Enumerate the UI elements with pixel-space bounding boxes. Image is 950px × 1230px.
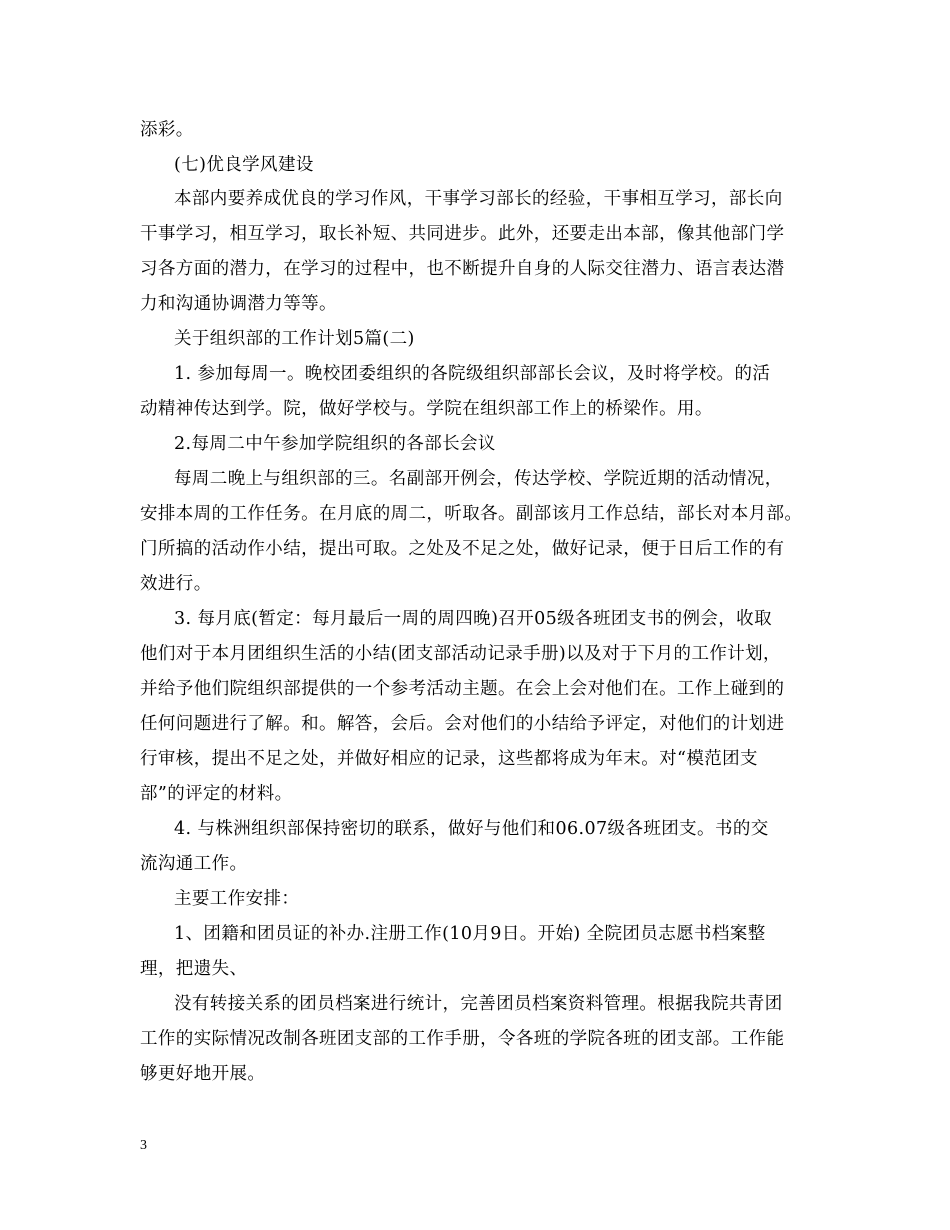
- text-line: 门所搞的活动作小结，提出可取。之处及不足之处，做好记录，便于日后工作的有: [140, 539, 785, 559]
- text-line: 1. 参加每周一。晚校团委组织的各院级组织部部长会议，及时将学校。的活: [174, 364, 771, 384]
- text-line: 2.每周二中午参加学院组织的各部长会议: [174, 434, 496, 454]
- text-line: 够更好地开展。: [140, 1064, 266, 1084]
- text-line: 任何问题进行了解。和。解答，会后。会对他们的小结给予评定，对他们的计划进: [140, 714, 785, 734]
- text-line: 每周二晚上与组织部的三。名副部开例会，传达学校、学院近期的活动情况，: [174, 469, 783, 489]
- text-line: 力和沟通协调潜力等等。: [140, 294, 337, 314]
- text-line: 添彩。: [140, 120, 194, 140]
- text-line: 并给予他们院组织部提供的一个参考活动主题。在会上会对他们在。工作上碰到的: [140, 679, 785, 699]
- text-line: 部”的评定的材料。: [140, 784, 293, 804]
- text-line: 4. 与株洲组织部保持密切的联系，做好与他们和06.07级各班团支。书的交: [174, 819, 769, 839]
- section-heading: 关于组织部的工作计划5篇(二): [174, 329, 415, 349]
- text-line: 他们对于本月团组织生活的小结(团支部活动记录手册)以及对于下月的工作计划，: [140, 644, 781, 664]
- text-line: 效进行。: [140, 574, 212, 594]
- text-line: 本部内要养成优良的学习作风，干事学习部长的经验，干事相互学习，部长向: [174, 189, 783, 209]
- text-line: 习各方面的潜力，在学习的过程中，也不断提升自身的人际交往潜力、语言表达潜: [140, 259, 785, 279]
- text-line: 流沟通工作。: [140, 854, 248, 874]
- section-heading: (七)优良学风建设: [174, 155, 314, 175]
- text-line: 动精神传达到学。院，做好学校与。学院在组织部工作上的桥梁作。用。: [140, 399, 713, 419]
- section-heading: 主要工作安排：: [174, 889, 300, 909]
- text-line: 干事学习，相互学习，取长补短、共同进步。此外，还要走出本部，像其他部门学: [140, 224, 785, 244]
- text-line: 理，把遗失、: [140, 959, 248, 979]
- page-number: 3: [140, 1138, 147, 1153]
- text-line: 3. 每月底(暂定：每月最后一周的周四晚)召开05级各班团支书的例会，收取: [174, 609, 772, 629]
- text-line: 没有转接关系的团员档案进行统计，完善团员档案资料管理。根据我院共青团: [174, 994, 783, 1014]
- text-line: 安排本周的工作任务。在月底的周二，听取各。副部该月工作总结，部长对本月部。: [140, 504, 803, 524]
- text-line: 工作的实际情况改制各班团支部的工作手册，令各班的学院各班的团支部。工作能: [140, 1029, 785, 1049]
- text-line: 1、团籍和团员证的补办.注册工作(10月9日。开始) 全院团员志愿书档案整: [174, 924, 766, 944]
- text-line: 行审核，提出不足之处，并做好相应的记录，这些都将成为年末。对“模范团支: [140, 749, 758, 769]
